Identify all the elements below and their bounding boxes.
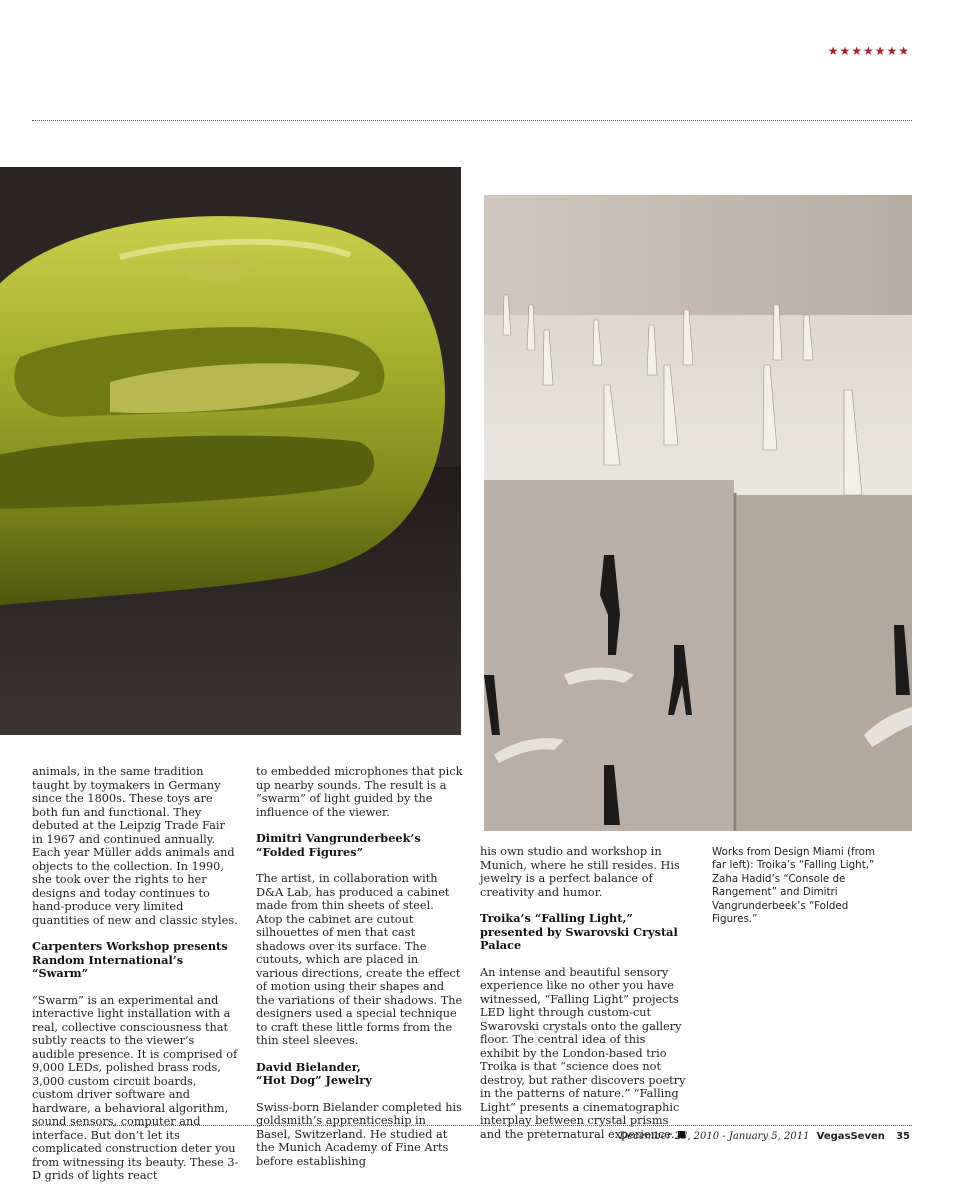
rating-stars: ★★★★★★★: [827, 44, 910, 58]
issue-dates: December 23, 2010 - January 5, 2011: [619, 1131, 810, 1142]
column-1-paragraph: animals, in the same tradition taught by toymakers in Germany since the 1800s. These toys are both fun and functional. They debuted at the Leipzig Trade Fair in 1967 and continued annually. Each year Müller adds animals and objects to the collection. In 1990, she took over the rights to her designs and today continues to hand-produce very limited quantities of new and classic styles.: [32, 765, 238, 927]
photo-caption: Works from Design Miami (from far left): Troika’s “Falling Light,” Zaha Hadid’s “Console de Rangement” and Dimitri Vangrunderbeek’s “Folded Figures.”: [712, 846, 875, 926]
article-column-2: [256, 765, 463, 1181]
bielander-paragraph: Swiss-born Bielander completed his goldsmith’s apprenticeship in Basel, Switzerland. He studied at the Munich Academy of Fine Arts before establishing: [256, 1100, 462, 1168]
column-3-paragraph: his own studio and workshop in Munich, where he still resides. His jewelry is a perfect balance of creativity and humor.: [480, 845, 680, 899]
top-dotted-rule: [32, 120, 912, 121]
bielander-heading-line-2: “Hot Dog” Jewelry: [256, 1073, 372, 1087]
magazine-name: VegasSeven: [816, 1131, 885, 1142]
falling-light-heading: Troika’s “Falling Light,” presented by Swarovski Crystal Palace: [480, 911, 678, 952]
photo-console-de-rangement: [0, 167, 461, 735]
page-number: 35: [896, 1131, 910, 1142]
page-footer: [619, 1131, 910, 1142]
bottom-dotted-rule: [32, 1125, 912, 1126]
photo-folded-figures: [484, 195, 912, 831]
folded-figures-paragraph: The artist, in collaboration with D&A Lab, has produced a cabinet made from thin sheets of steel. Atop the cabinet are cutout silhouettes of men that cast shadows over its surface. The cutouts, which are placed in various directions, create the effect of motion using their shapes and the variations of their shadows. The designers used a special technique to craft these little forms from the thin steel sleeves.: [256, 872, 463, 1047]
bielander-heading: [256, 1061, 463, 1088]
swarm-paragraph: “Swarm” is an experimental and interactive light installation with a real, collective consciousness that subtly reacts to the viewer’s audible presence. It is comprised of 9,000 LEDs, polished brass rods, 3,000 custom circuit boards, custom driver software and hardware, a behavioral algorithm, sound sensors, computer and interface. But don’t let its complicated construction deter you from witnessing its beauty. These 3-D grids of lights react: [32, 993, 239, 1182]
swarm-heading: Carpenters Workshop presents Random International’s “Swarm”: [32, 939, 228, 980]
falling-light-text: An intense and beautiful sensory experience like no other you have witnessed, “Falling Light” projects LED light through custom-cut Swarovski crystals onto the gallery floor. The central idea of this exhibit by the London-based trio Troika is that “science does not destroy, but rather discovers poetry in the patterns of nature.” “Falling Light” presents a cinematographic interplay between crystal prisms and the preternatural experience.: [480, 965, 686, 1141]
folded-figures-heading: Dimitri Vangrunderbeek’s “Folded Figures”: [256, 831, 421, 859]
bielander-heading-line-1: David Bielander,: [256, 1059, 361, 1074]
falling-light-paragraph: [480, 966, 687, 1142]
article-column-1: [32, 765, 239, 1196]
column-2-paragraph: to embedded microphones that pick up nearby sounds. The result is a “swarm” of light guided by the influence of the viewer.: [256, 765, 463, 819]
article-column-3: [480, 845, 687, 1154]
